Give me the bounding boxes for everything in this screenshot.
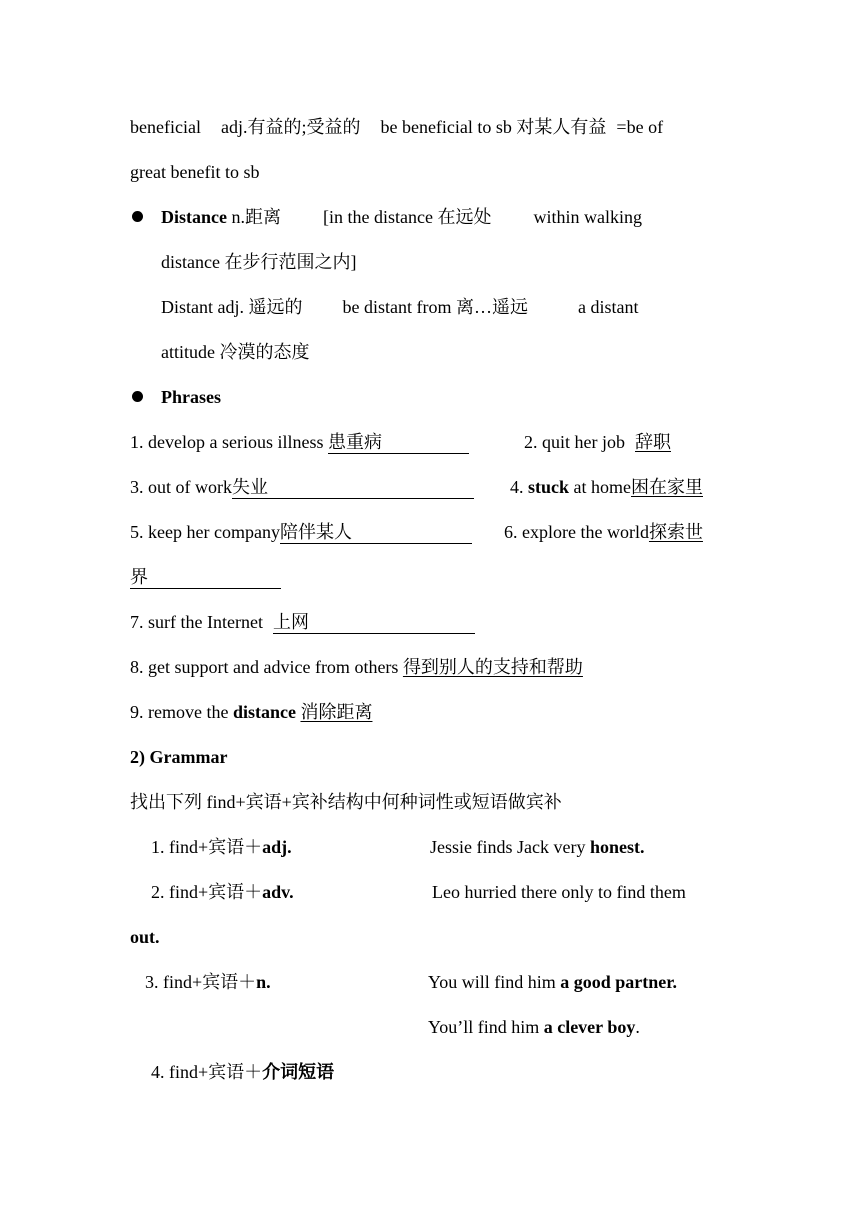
phrase-answer: 辞职	[635, 432, 671, 452]
phrase-item-6	[504, 520, 703, 544]
grammar-example-complement: honest.	[589, 837, 645, 857]
grammar-example-complement: a good partner.	[560, 972, 678, 992]
phrase-number: 2.	[524, 432, 538, 452]
grammar-example-end: .	[635, 1017, 640, 1037]
phrase-text: remove the	[148, 702, 229, 722]
phrase-item-7	[130, 610, 475, 634]
grammar-item-2-label	[151, 880, 294, 904]
distant-definition: Distant adj. 遥远的	[161, 297, 303, 317]
phrase-number: 6.	[504, 522, 518, 542]
grammar-label: 2. find+宾语＋	[151, 882, 263, 902]
phrase-answer: 失业	[232, 476, 474, 499]
grammar-label-type: 介词短语	[262, 1062, 335, 1082]
phrase-answer: 消除距离	[300, 702, 373, 722]
grammar-example: Leo hurried there only to find them	[432, 882, 686, 902]
grammar-instruction: 找出下列 find+宾语+宾补结构中何种词性或短语做宾补	[130, 792, 562, 812]
phrase-text: surf the Internet	[148, 612, 263, 632]
grammar-item-2-example	[432, 880, 686, 904]
phrase-item-2	[524, 430, 671, 454]
grammar-heading: 2) Grammar	[130, 747, 228, 767]
beneficial-word: beneficial	[130, 117, 201, 137]
phrase-keyword: stuck	[528, 477, 570, 497]
beneficial-line-1	[130, 115, 663, 139]
distance-line-1	[161, 205, 642, 229]
phrase-answer: 得到别人的支持和帮助	[402, 657, 583, 677]
phrase-number: 1.	[130, 432, 144, 452]
phrase-answer: 上网	[273, 611, 475, 634]
grammar-example: Jessie finds Jack very	[430, 837, 590, 857]
phrase-text: get support and advice from others	[148, 657, 399, 677]
grammar-label: 4. find+宾语＋	[151, 1062, 263, 1082]
grammar-item-3-example-2	[428, 1015, 640, 1039]
phrase-answer: 患重病	[328, 431, 469, 454]
phrase-number: 4.	[510, 477, 524, 497]
phrase-item-8	[130, 655, 583, 679]
grammar-item-3-label	[145, 970, 271, 994]
grammar-item-1-example	[430, 835, 644, 859]
grammar-example: You will find him	[428, 972, 561, 992]
phrase-item-1	[130, 430, 469, 454]
phrase-answer: 探索世	[648, 522, 703, 542]
phrase-text: out of work	[148, 477, 232, 497]
grammar-item-4-label	[151, 1060, 334, 1084]
distance-line-2: distance 在步行范围之内]	[161, 252, 357, 272]
distant-phrase-2: a distant	[577, 297, 639, 317]
grammar-example-complement: a clever boy	[543, 1017, 636, 1037]
phrase-text: develop a serious illness	[148, 432, 324, 452]
distance-phrase-1: [in the distance 在远处	[323, 207, 492, 227]
phrase-text: at home	[569, 477, 631, 497]
phrase-answer: 陪伴某人	[280, 521, 472, 544]
grammar-item-3-example	[428, 970, 677, 994]
beneficial-definition: adj.有益的;受益的	[220, 117, 361, 137]
grammar-label-type: adj.	[262, 837, 292, 857]
phrases-heading: Phrases	[161, 387, 221, 407]
phrase-text: quit her job	[542, 432, 625, 452]
phrase-item-3	[130, 475, 474, 499]
phrase-number: 5.	[130, 522, 144, 542]
grammar-example: You’ll find him	[428, 1017, 544, 1037]
phrase-number: 7.	[130, 612, 144, 632]
phrase-item-4	[510, 475, 703, 499]
phrase-item-9	[130, 700, 372, 724]
grammar-label: 3. find+宾语＋	[145, 972, 257, 992]
grammar-label-type: n.	[256, 972, 271, 992]
bullet-icon	[132, 211, 143, 222]
phrase-number: 9.	[130, 702, 144, 722]
distant-line	[161, 295, 638, 319]
grammar-label: 1. find+宾语＋	[151, 837, 263, 857]
beneficial-line-2: great benefit to sb	[130, 162, 260, 182]
distance-definition: n.距离	[227, 207, 281, 227]
beneficial-equivalent: =be of	[616, 117, 664, 137]
grammar-item-1-label	[151, 835, 292, 859]
phrase-answer-continued: 界	[130, 566, 281, 589]
phrase-text: explore the world	[522, 522, 649, 542]
phrase-item-6-continued	[130, 565, 281, 589]
phrase-number: 8.	[130, 657, 144, 677]
distance-word: Distance	[161, 207, 227, 227]
grammar-item-2-example-continued: out.	[130, 927, 160, 947]
distant-phrase-1: be distant from 离…遥远	[342, 297, 528, 317]
distant-line-2: attitude 冷漠的态度	[161, 342, 310, 362]
beneficial-phrase: be beneficial to sb 对某人有益	[380, 117, 607, 137]
phrase-item-5	[130, 520, 472, 544]
phrase-text: keep her company	[148, 522, 280, 542]
grammar-label-type: adv.	[262, 882, 294, 902]
phrase-keyword: distance	[232, 702, 296, 722]
bullet-icon	[132, 391, 143, 402]
phrase-number: 3.	[130, 477, 144, 497]
distance-phrase-2: within walking	[533, 207, 642, 227]
phrase-answer: 困在家里	[631, 477, 703, 497]
